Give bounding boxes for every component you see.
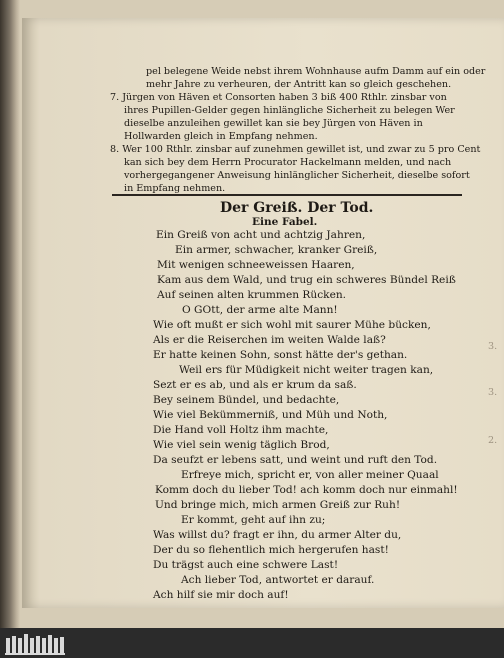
- notice-line: dieselbe anzuleihen gewillet kan sie bey Jürgen von Häven in: [124, 118, 423, 129]
- margin-mark: 2.: [488, 435, 498, 446]
- notice-line: Hollwarden gleich in Empfang nehmen.: [124, 131, 318, 142]
- poem-line: Ein armer, schwacher, kranker Greiß,: [175, 244, 378, 256]
- notice-line: kan sich bey dem Herrn Procurator Hackelmann melden, und nach: [124, 157, 452, 168]
- poem-line: Er hatte keinen Sohn, sonst hätte der's gethan.: [153, 349, 408, 361]
- notice-line: ihres Pupillen-Gelder gegen hinlängliche Sicherheit zu belegen Wer: [124, 105, 455, 116]
- poem-line: Wie oft mußt er sich wohl mit saurer Mühe bücken,: [153, 319, 431, 331]
- poem-line: Auf seinen alten krummen Rücken.: [157, 289, 347, 301]
- poem-line: Sezt er es ab, und als er krum da saß.: [153, 379, 357, 391]
- poem-line: Als er die Reiserchen im weiten Walde laß?: [153, 334, 386, 346]
- library-logo: [4, 630, 66, 656]
- poem-line: Bey seinem Bündel, und bedachte,: [153, 394, 340, 406]
- poem-line: Weil ers für Müdigkeit nicht weiter tragen kan,: [179, 364, 434, 376]
- poem-line: Kam aus dem Wald, und trug ein schweres Bündel Reiß: [157, 274, 456, 286]
- poem-line: Wie viel Bekümmerniß, und Müh und Noth,: [153, 409, 388, 421]
- poem-subtitle: Eine Fabel.: [252, 216, 318, 228]
- notice-line: vorhergegangener Anweisung hinlänglicher Sicherheit, dieselbe sofort: [124, 170, 470, 181]
- poem-line: Mit wenigen schneeweissen Haaren,: [157, 259, 355, 271]
- poem-line: Was willst du? fragt er ihn, du armer Alter du,: [153, 529, 402, 541]
- notice-line: mehr Jahre zu verheuren, der Antritt kan so gleich geschehen.: [146, 79, 452, 90]
- viewer-footer: [0, 628, 504, 658]
- poem-line: Erfreye mich, spricht er, von aller meiner Quaal: [181, 469, 439, 481]
- poem-line: Die Hand voll Holtz ihm machte,: [153, 424, 329, 436]
- poem-line: Da seufzt er lebens satt, und weint und ruft den Tod.: [153, 454, 438, 466]
- poem-line: Er kommt, geht auf ihn zu;: [181, 514, 326, 526]
- poem-title: Der Greiß. Der Tod.: [220, 200, 374, 216]
- poem-line: Der du so flehentlich mich hergerufen hast!: [153, 544, 389, 556]
- poem-line: Wie viel sein wenig täglich Brod,: [153, 439, 330, 451]
- notice-line: 7. Jürgen von Häven et Consorten haben 3 biß 400 Rthlr. zinsbar von: [110, 92, 447, 103]
- poem-line: Ach hilf sie mir doch auf!: [153, 589, 289, 601]
- poem-line: O GOtt, der arme alte Mann!: [182, 304, 338, 316]
- poem-line: Und bringe mich, mich armen Greiß zur Ruh!: [155, 499, 401, 511]
- poem-line: Du trägst auch eine schwere Last!: [153, 559, 339, 571]
- notice-line: pel belegene Weide nebst ihrem Wohnhause aufm Damm auf ein oder: [146, 66, 486, 77]
- poem-line: Ein Greiß von acht und achtzig Jahren,: [156, 229, 366, 241]
- margin-mark: 3.: [488, 341, 498, 352]
- notice-line: 8. Wer 100 Rthlr. zinsbar auf zunehmen gewillet ist, und zwar zu 5 pro Cent: [110, 144, 481, 155]
- poem-line: Komm doch du lieber Tod! ach komm doch nur einmahl!: [155, 484, 458, 496]
- section-rule: [112, 194, 462, 196]
- poem-line: Ach lieber Tod, antwortet er darauf.: [181, 574, 375, 586]
- notice-line: in Empfang nehmen.: [124, 183, 226, 194]
- margin-mark: 3.: [488, 387, 498, 398]
